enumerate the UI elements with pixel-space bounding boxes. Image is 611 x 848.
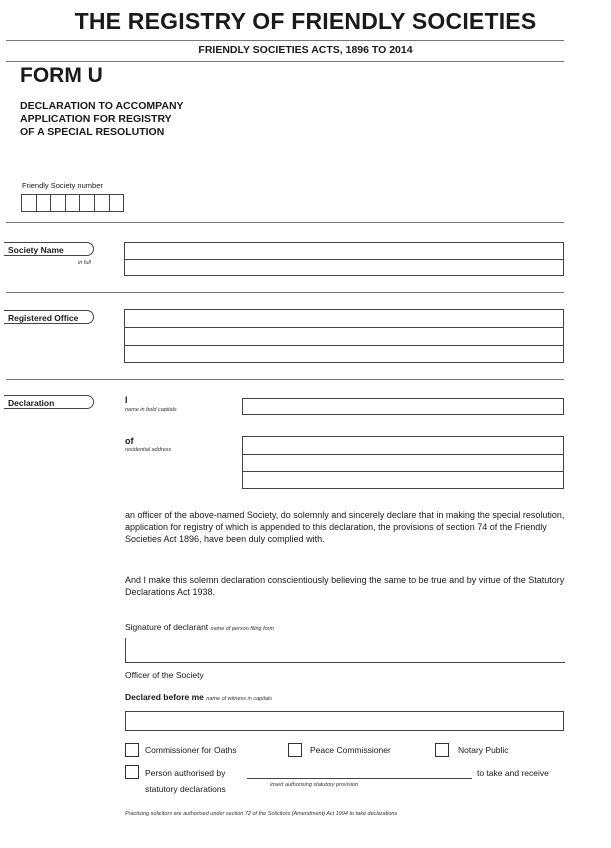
declared-before-row — [125, 692, 272, 702]
field-row-line — [243, 471, 563, 472]
declared-before-hint: name of witness in capitals — [206, 696, 273, 702]
peace-commissioner-checkbox[interactable] — [288, 743, 302, 757]
society-number-digit[interactable] — [94, 194, 110, 212]
commissioner-label: Commissioner for Oaths — [145, 745, 237, 755]
commissioner-checkbox[interactable] — [125, 743, 139, 757]
declarant-i-label: I — [125, 395, 128, 405]
declarant-of-label: of — [125, 436, 134, 446]
header-divider — [6, 40, 564, 41]
form-description-line: APPLICATION FOR REGISTRY — [20, 113, 172, 125]
statutory-declaration-statement: And I make this solemn declaration conscientiously believing the same to be true and by virtue of the Statutory Declarations Act 1938. — [125, 575, 565, 597]
form-description-line: OF A SPECIAL RESOLUTION — [20, 126, 165, 138]
registry-title: THE REGISTRY OF FRIENDLY SOCIETIES — [74, 8, 537, 34]
notary-public-checkbox[interactable] — [435, 743, 449, 757]
society-name-field[interactable] — [124, 242, 564, 276]
take-receive-label: to take and receive — [477, 768, 549, 778]
declarant-name-hint: name in bold capitals — [125, 407, 177, 413]
form-description — [20, 100, 184, 139]
declared-before-label: Declared before me — [125, 692, 204, 702]
section-divider — [6, 379, 564, 380]
authorised-person-checkbox[interactable] — [125, 765, 139, 779]
society-number-digit[interactable] — [36, 194, 52, 212]
statutory-provision-hint: insert authorising statutory provision — [270, 782, 359, 788]
society-number-digit[interactable] — [21, 194, 37, 212]
society-number-digit[interactable] — [79, 194, 95, 212]
declaration-statement: an officer of the above-named Society, do solemnly and sincerely declare that in making the special resolution, application for registry of which is appended to this declaration, the provisions of section 74 of the Friendly Societies Act 1896, have been duly complied with. — [125, 510, 565, 544]
registered-office-tab: Registered Office — [4, 310, 94, 324]
declarant-address-field[interactable] — [242, 436, 564, 489]
field-row-line — [125, 345, 563, 346]
statutory-declarations-label: statutory declarations — [145, 784, 226, 794]
form-title: FORM U — [20, 64, 103, 87]
acts-subtitle: FRIENDLY SOCIETIES ACTS, 1896 TO 2014 — [198, 44, 413, 56]
signature-label-row — [125, 622, 274, 632]
society-number-digit[interactable] — [65, 194, 81, 212]
signature-label: Signature of declarant — [125, 622, 209, 632]
society-number-label: Friendly Society number — [22, 181, 103, 190]
declarant-name-field[interactable] — [242, 398, 564, 415]
statutory-provision-field[interactable] — [247, 778, 472, 779]
officer-label: Officer of the Society — [125, 670, 204, 680]
authorised-person-label: Person authorised by — [145, 768, 226, 778]
field-row-line — [125, 259, 563, 260]
form-description-line: DECLARATION TO ACCOMPANY — [20, 100, 184, 112]
declarant-address-hint: residential address — [125, 447, 172, 453]
registered-office-field[interactable] — [124, 309, 564, 363]
field-row-line — [243, 454, 563, 455]
society-name-hint: in full — [78, 260, 91, 266]
field-row-line — [125, 327, 563, 328]
signature-hint: name of person filing form — [210, 626, 275, 632]
declaration-tab: Declaration — [4, 395, 94, 409]
society-number-digit[interactable] — [109, 194, 125, 212]
section-divider — [6, 222, 564, 223]
footer-note: Practising solicitors are authorised under section 72 of the Solicitors (Amendment) Act 1994 to take declarations — [125, 811, 398, 817]
peace-commissioner-label: Peace Commissioner — [310, 745, 391, 755]
notary-public-label: Notary Public — [458, 745, 509, 755]
subtitle-divider — [6, 61, 564, 62]
section-divider — [6, 292, 564, 293]
society-number-digit[interactable] — [50, 194, 66, 212]
signature-field[interactable] — [125, 638, 565, 663]
witness-name-field[interactable] — [125, 711, 564, 731]
society-number-boxes — [21, 194, 123, 212]
society-name-tab: Society Name — [4, 242, 94, 256]
